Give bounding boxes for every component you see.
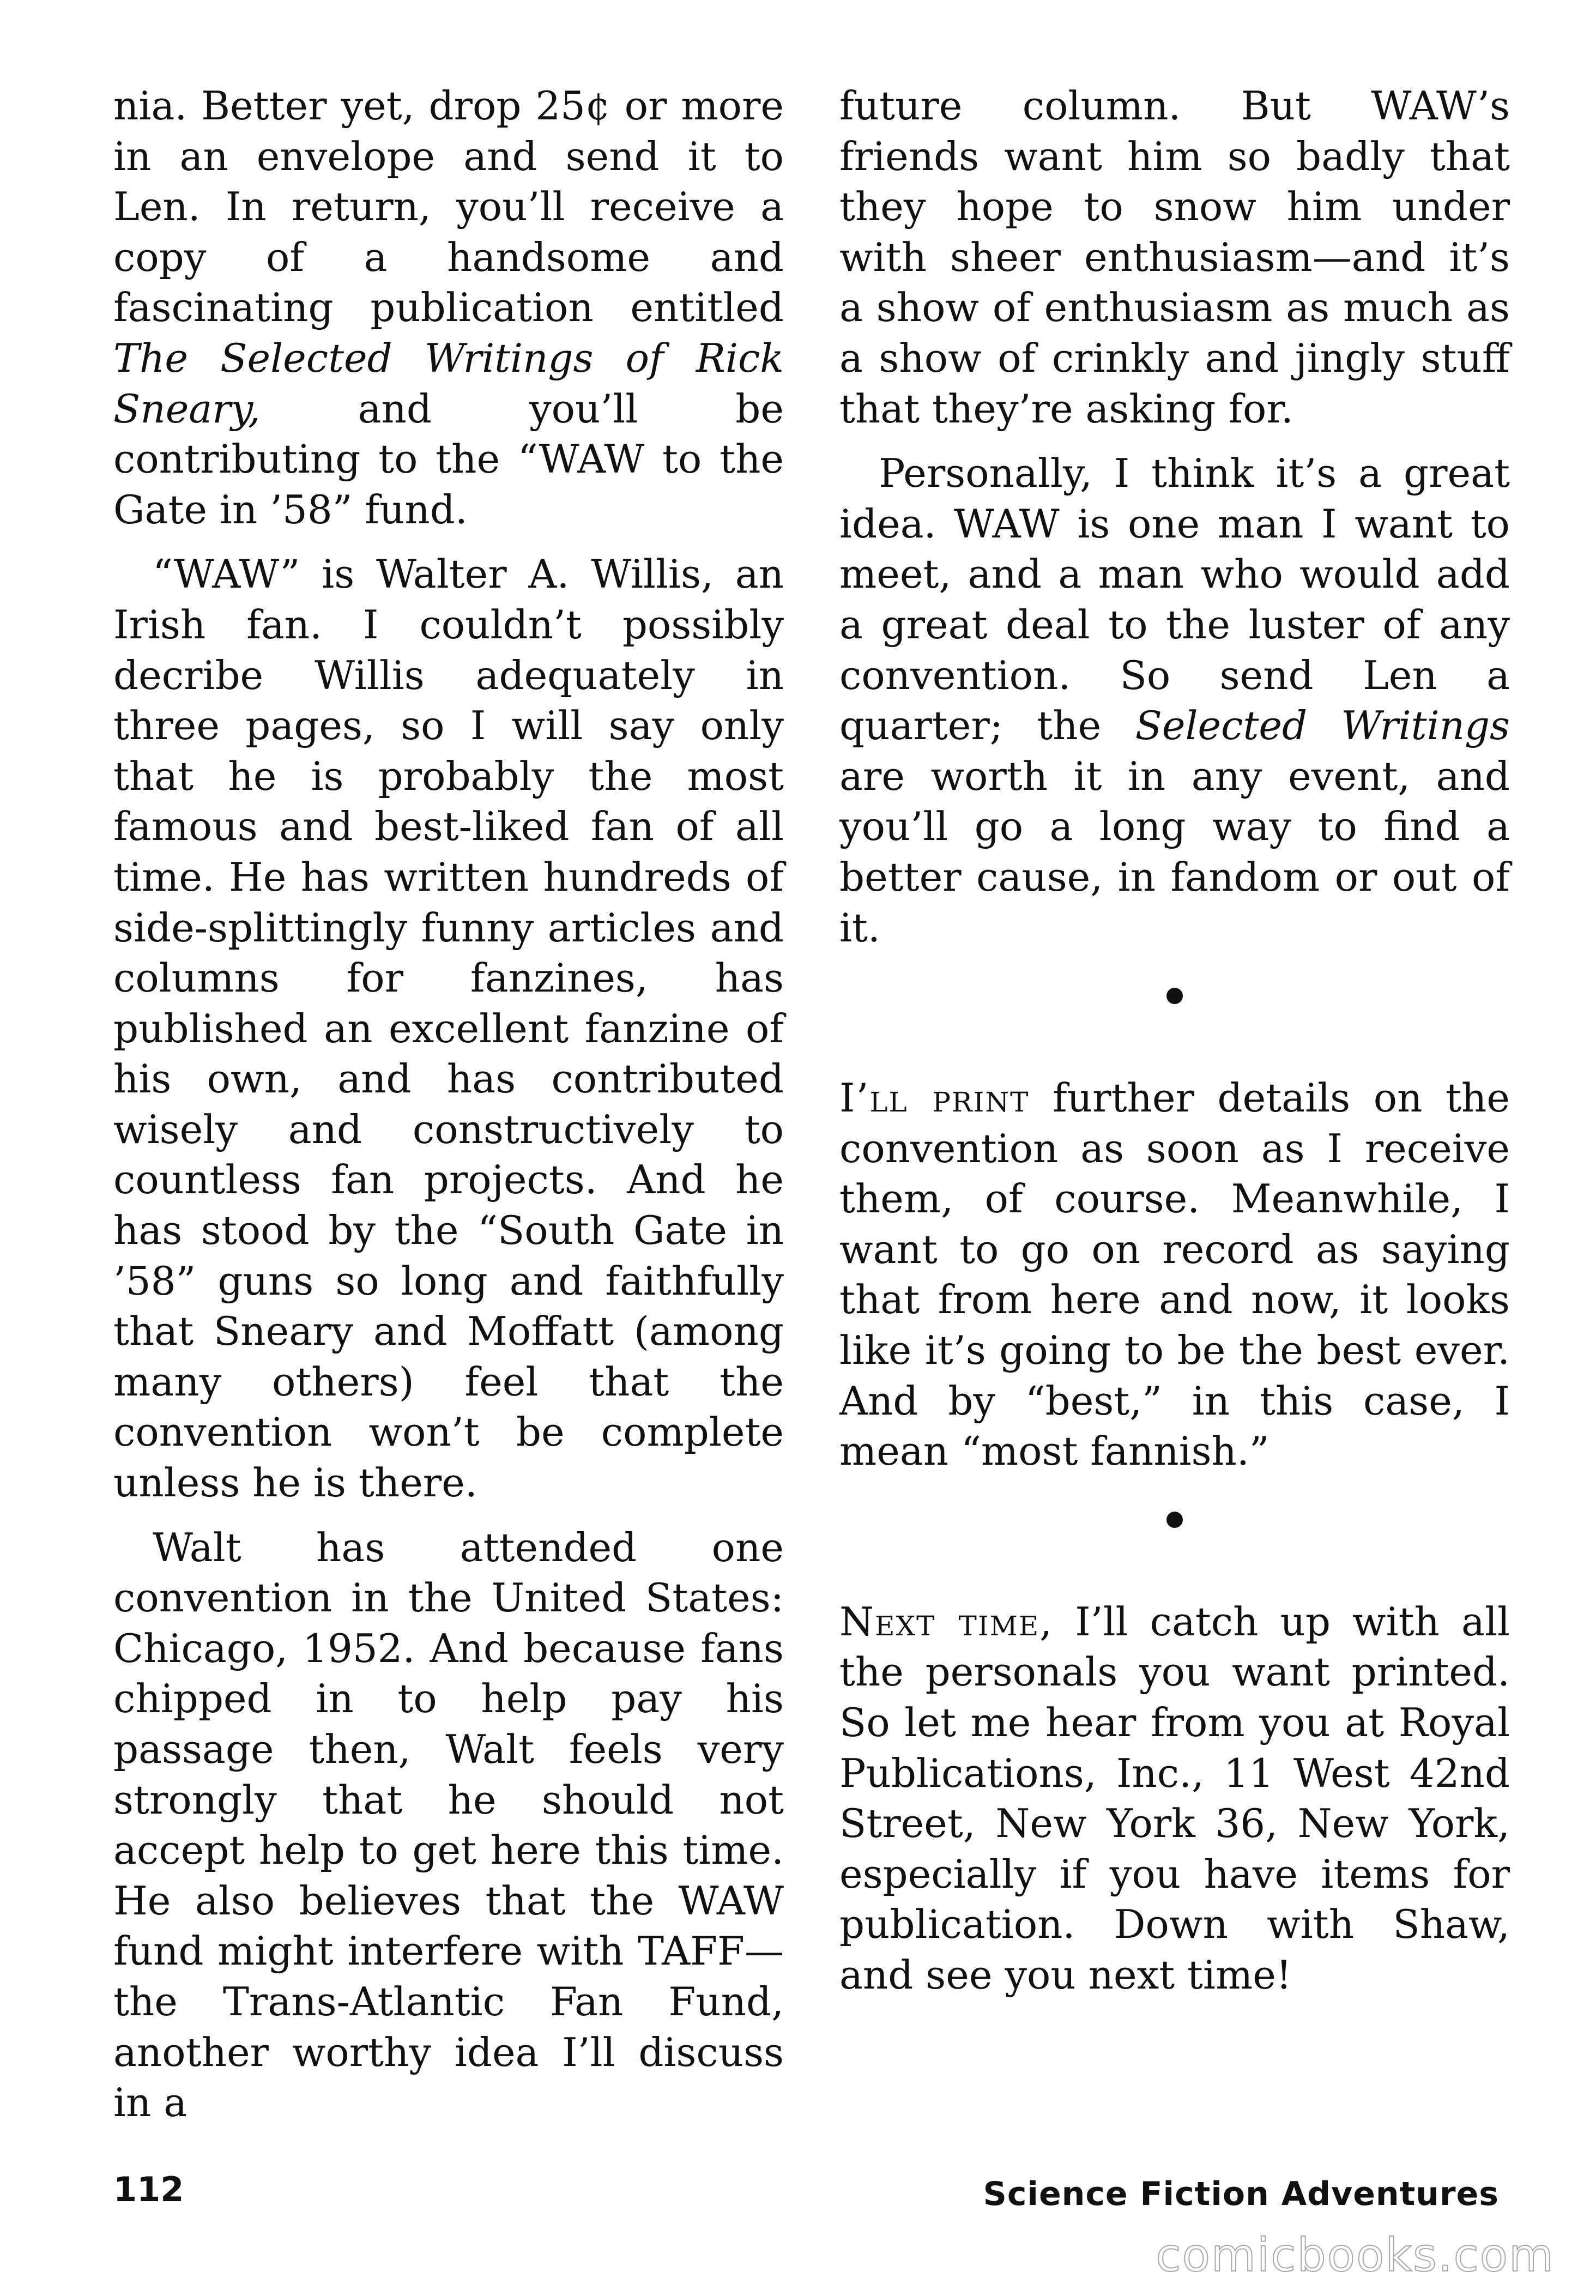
p7-text: I’ll catch up with all the personals you want printed. So let me hear from you at Royal Publications, Inc., 11 West 42nd Street, New York 36, New York, especially if you have items for publication. Down with Shaw, and see you next time! bbox=[839, 1598, 1510, 1998]
p1-text-b: and you’ll be contributing to the “WAW to the Gate in ’58” fund. bbox=[113, 385, 784, 533]
p1-title-italic: The Selected Writings of Rick Sneary, bbox=[113, 335, 784, 432]
section-bullet-icon bbox=[1166, 1512, 1183, 1528]
p5-text-a: Personally, I think it’s a great idea. WAW is one man I want to meet, and a man who would add a great deal to the luster of any convention. So send Len a quarter; the bbox=[839, 450, 1510, 749]
magazine-title: Science Fiction Adventures bbox=[983, 2175, 1499, 2213]
p1-text-a: nia. Better yet, drop 25¢ or more in an envelope and send it to Len. In return, you’ll receive a copy of a handsome and fascinating publication entitled bbox=[113, 83, 784, 331]
p5-title-italic: Selected Writings bbox=[1135, 703, 1510, 749]
paragraph-3 bbox=[113, 1522, 784, 2128]
page-number: 112 bbox=[113, 2170, 184, 2209]
paragraph-5 bbox=[839, 448, 1510, 953]
p4-text: future column. But WAW’s friends want him so badly that they hope to snow him under with sheer enthusiasm—and it’s a show of enthusiasm as much as a show of crinkly and jingly stuff that they’re asking for. bbox=[839, 83, 1510, 432]
p7-lead-smallcaps: Next time, bbox=[839, 1598, 1054, 1645]
watermark: comicbooks.com bbox=[1156, 2228, 1555, 2282]
section-bullet-icon bbox=[1166, 988, 1183, 1004]
paragraph-1 bbox=[113, 81, 784, 535]
p3-text: Walt has attended one convention in the United States: Chicago, 1952. And because fans chipped in to help pay his passage then, Walt feels very strongly that he should not accept help to get here this time. He also believes that the WAW fund might interfere with TAFF—the Trans-Atlantic Fan Fund, another worthy idea I’ll discuss in a bbox=[113, 1524, 784, 2126]
paragraph-6 bbox=[839, 1073, 1510, 1477]
p5-text-b: are worth it in any event, and you’ll go a long way to find a better cause, in fandom or out of it. bbox=[839, 753, 1510, 951]
left-column bbox=[113, 81, 784, 2142]
p6-text: further details on the convention as soon as I receive them, of course. Meanwhile, I want to go on record as saying that from here and now, it looks like it’s going to be the best ever. And by “best,” in this case, I mean “most fannish.” bbox=[839, 1075, 1510, 1475]
right-column bbox=[839, 81, 1510, 2015]
p6-lead-smallcaps: I’ll print bbox=[839, 1075, 1030, 1121]
p2-text: “WAW” is Walter A. Willis, an Irish fan. I couldn’t possibly decribe Willis adequately in three pages, so I will say only that he is probably the most famous and best-liked fan of all time. He has written hundreds of side-splittingly funny articles and columns for fanzines, has published an excellent fanzine of his own, and has contributed wisely and constructively to countless fan projects. And he has stood by the “South Gate in ’58” guns so long and faithfully that Sneary and Moffatt (among many others) feel that the convention won’t be complete unless he is there. bbox=[113, 551, 784, 1506]
paragraph-4 bbox=[839, 81, 1510, 434]
paragraph-2 bbox=[113, 549, 784, 1508]
paragraph-7 bbox=[839, 1597, 1510, 2001]
